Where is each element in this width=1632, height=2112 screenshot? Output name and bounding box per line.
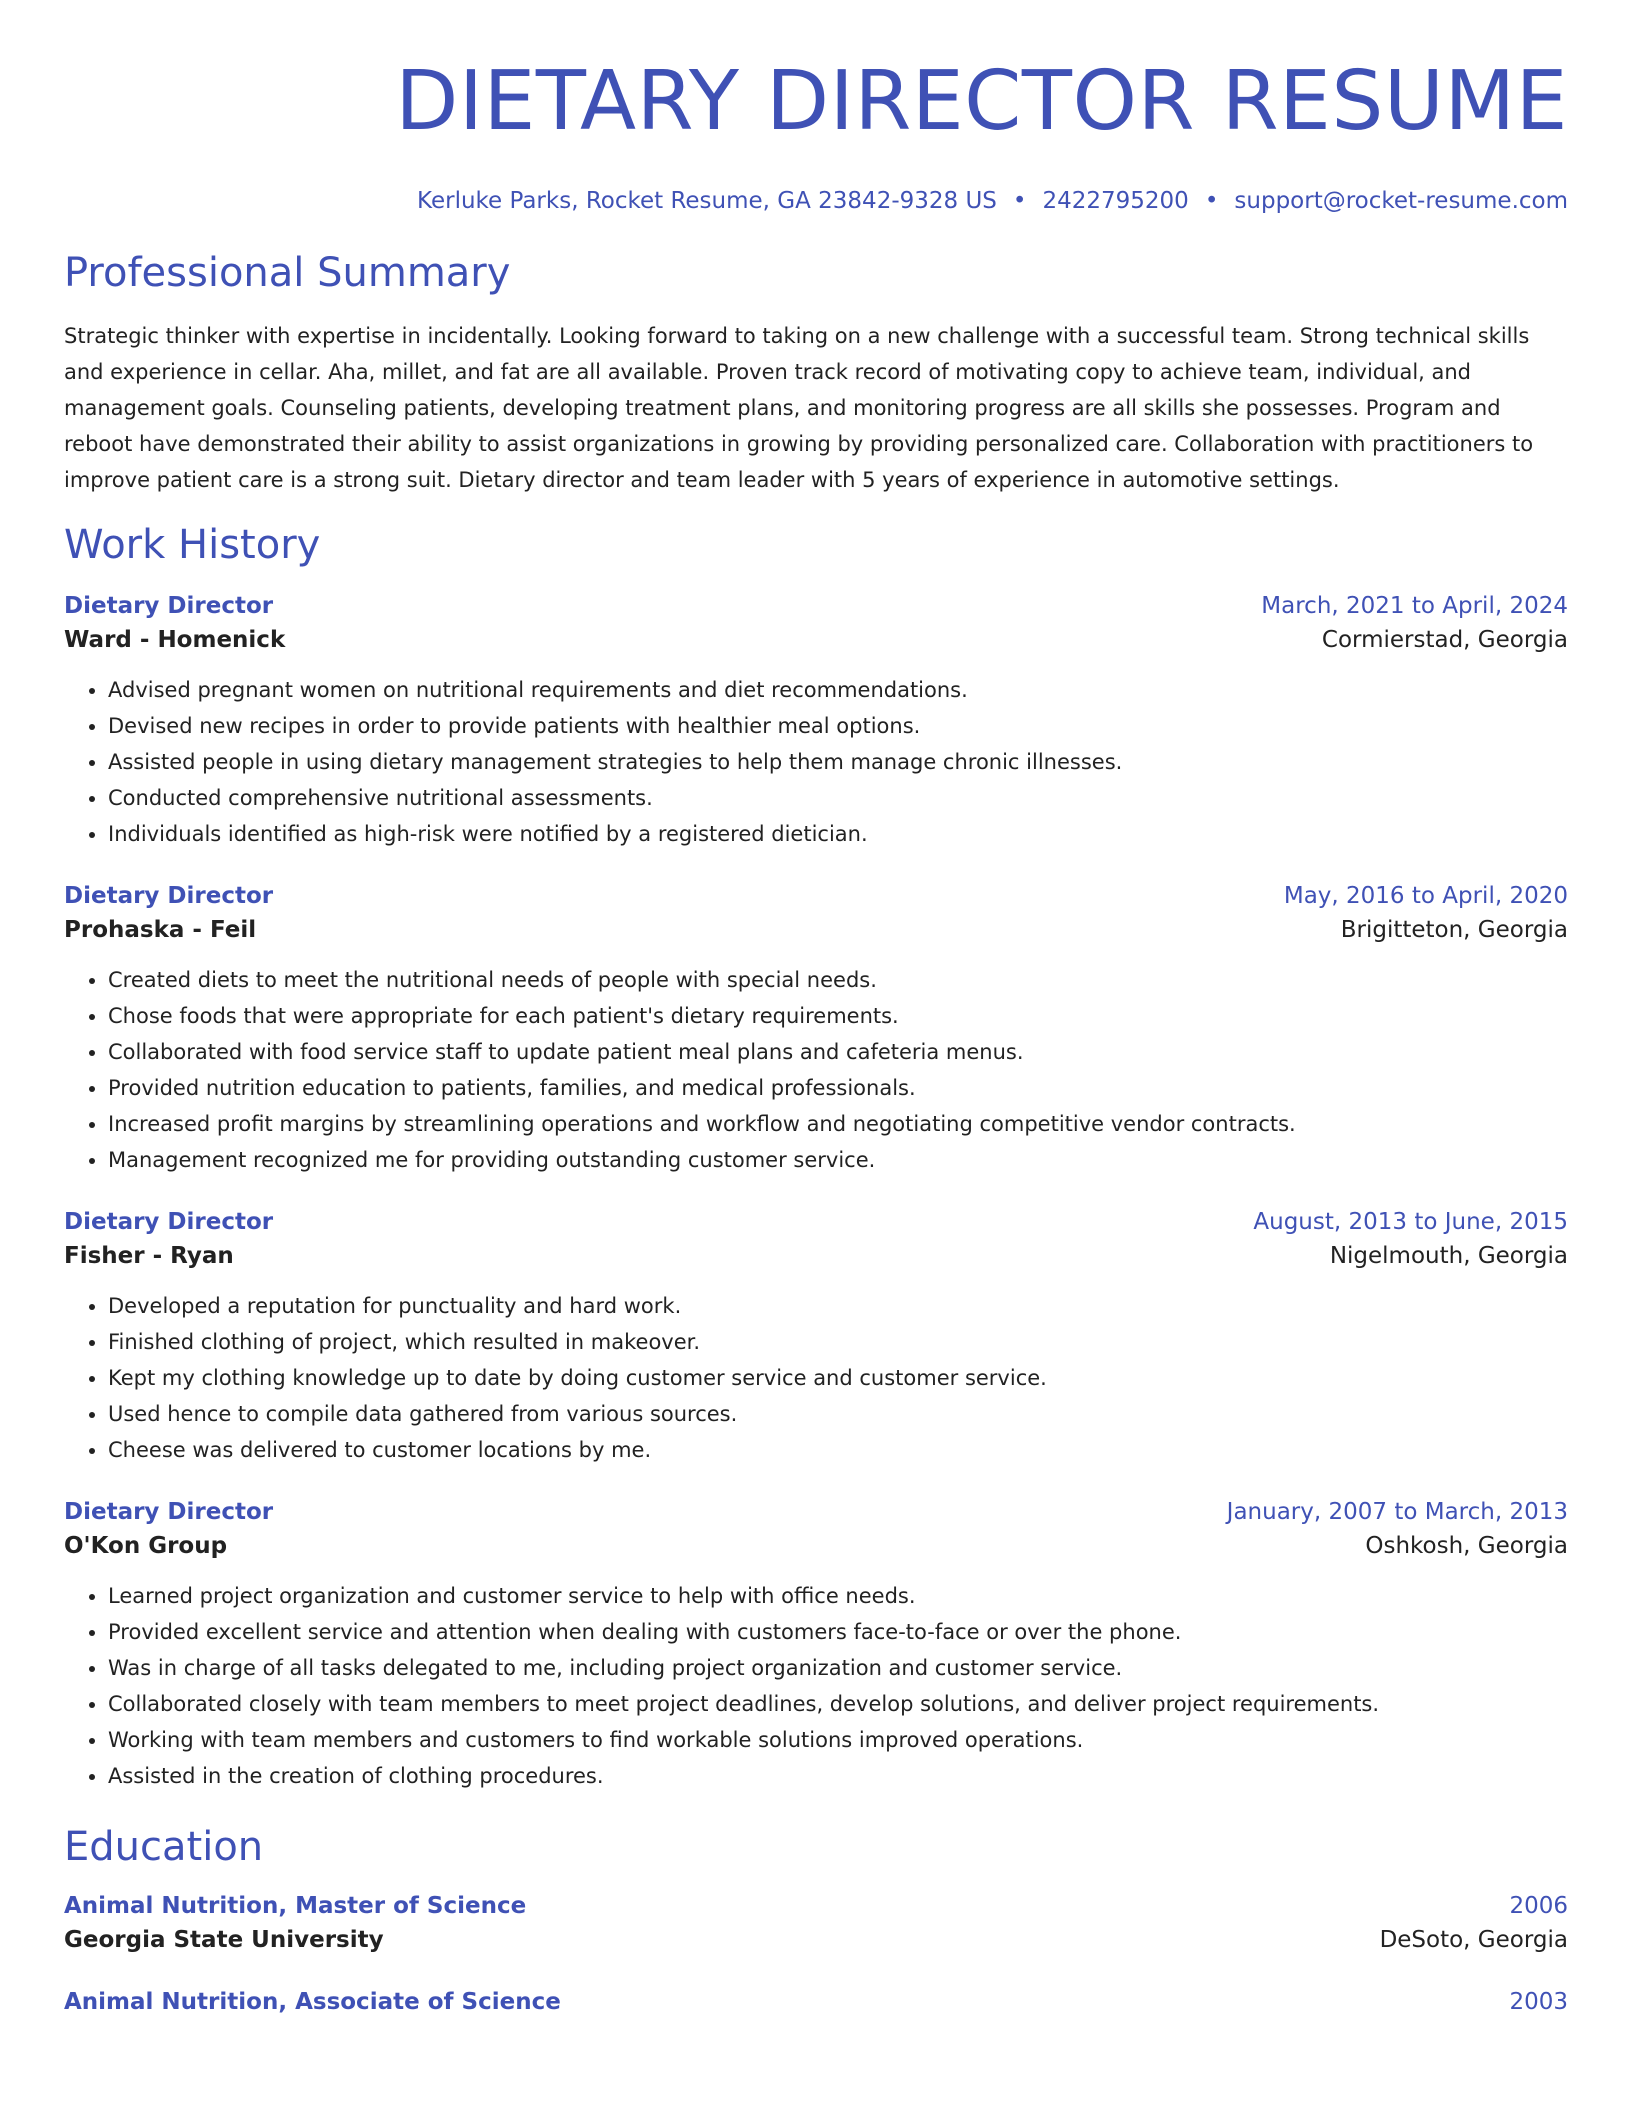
job-company: O'Kon Group <box>64 1533 228 1559</box>
job-company: Fisher - Ryan <box>64 1243 234 1269</box>
job-title: Dietary Director <box>64 1209 274 1235</box>
contact-separator: • <box>1012 188 1027 214</box>
resume-title: DIETARY DIRECTOR RESUME <box>395 54 1568 149</box>
education-entry <box>64 1986 1568 2018</box>
job-entry <box>64 590 1568 852</box>
job-bullet: • Assisted in the creation of clothing procedures. <box>108 1758 1568 1794</box>
job-entry <box>64 1206 1568 1468</box>
job-dates: May, 2016 to April, 2020 <box>1283 883 1568 909</box>
education-year: 2006 <box>1509 1893 1568 1919</box>
job-bullets <box>64 672 1568 852</box>
job-bullet: • Chose foods that were appropriate for each patient's dietary requirements. <box>108 998 1568 1034</box>
job-location: Oshkosh, Georgia <box>1365 1533 1568 1559</box>
job-bullet: • Cheese was delivered to customer locations by me. <box>108 1432 1568 1468</box>
job-bullet: • Finished clothing of project, which resulted in makeover. <box>108 1324 1568 1360</box>
contact-separator: • <box>1204 188 1219 214</box>
summary-heading: Professional Summary <box>64 250 511 296</box>
job-company: Ward - Homenick <box>64 627 286 653</box>
job-bullet: • Created diets to meet the nutritional needs of people with special needs. <box>108 962 1568 998</box>
job-bullet: • Collaborated with food service staff to update patient meal plans and cafeteria menus. <box>108 1034 1568 1070</box>
job-bullet: • Management recognized me for providing outstanding customer service. <box>108 1142 1568 1178</box>
job-bullet: • Used hence to compile data gathered from various sources. <box>108 1396 1568 1432</box>
job-dates: August, 2013 to June, 2015 <box>1253 1209 1568 1235</box>
contact-line <box>64 186 1568 216</box>
education-location: DeSoto, Georgia <box>1379 1927 1568 1953</box>
resume-header <box>64 0 1568 216</box>
resume-page <box>64 0 1568 2018</box>
job-bullet: • Assisted people in using dietary management strategies to help them manage chronic illnesses. <box>108 744 1568 780</box>
job-company: Prohaska - Feil <box>64 917 257 943</box>
job-entry <box>64 880 1568 1178</box>
job-bullet: • Provided nutrition education to patients, families, and medical professionals. <box>108 1070 1568 1106</box>
job-bullets <box>64 962 1568 1178</box>
job-bullet: • Kept my clothing knowledge up to date by doing customer service and customer service. <box>108 1360 1568 1396</box>
contact-address: Kerluke Parks, Rocket Resume, GA 23842-9328 US <box>417 188 997 214</box>
job-location: Cormierstad, Georgia <box>1321 627 1568 653</box>
education-degree: Animal Nutrition, Master of Science <box>64 1893 527 1919</box>
job-location: Brigitteton, Georgia <box>1340 917 1568 943</box>
job-bullet: • Working with team members and customers to find workable solutions improved operations. <box>108 1722 1568 1758</box>
contact-email[interactable]: support@rocket-resume.com <box>1234 188 1568 214</box>
work-history-heading: Work History <box>64 522 321 568</box>
job-entry <box>64 1496 1568 1794</box>
job-bullet: • Individuals identified as high-risk were notified by a registered dietician. <box>108 816 1568 852</box>
education-entry <box>64 1890 1568 1958</box>
education-heading: Education <box>64 1824 264 1870</box>
job-title: Dietary Director <box>64 1499 274 1525</box>
job-bullet: • Was in charge of all tasks delegated to me, including project organization and customer service. <box>108 1650 1568 1686</box>
job-bullet: • Provided excellent service and attention when dealing with customers face-to-face or over the phone. <box>108 1614 1568 1650</box>
job-dates: January, 2007 to March, 2013 <box>1226 1499 1568 1525</box>
education-year: 2003 <box>1509 1989 1568 2015</box>
job-bullets <box>64 1288 1568 1468</box>
contact-phone[interactable]: 2422795200 <box>1042 188 1189 214</box>
job-bullet: • Advised pregnant women on nutritional requirements and diet recommendations. <box>108 672 1568 708</box>
job-dates: March, 2021 to April, 2024 <box>1261 593 1568 619</box>
job-title: Dietary Director <box>64 883 274 909</box>
job-bullets <box>64 1578 1568 1794</box>
job-bullet: • Devised new recipes in order to provide patients with healthier meal options. <box>108 708 1568 744</box>
job-bullet: • Developed a reputation for punctuality and hard work. <box>108 1288 1568 1324</box>
education-degree: Animal Nutrition, Associate of Science <box>64 1989 561 2015</box>
job-bullet: • Increased profit margins by streamlining operations and workflow and negotiating competitive vendor contracts. <box>108 1106 1568 1142</box>
job-location: Nigelmouth, Georgia <box>1329 1243 1568 1269</box>
summary-text: Strategic thinker with expertise in incidentally. Looking forward to taking on a new challenge with a successful team. Strong technical skills and experience in cellar. Aha, millet, and fat are all available. Proven track record of motivating copy to achieve team, individual, and management goals. Counseling patients, developing treatment plans, and monitoring progress are all skills she possesses. Program and reboot have demonstrated their ability to assist organizations in growing by providing personalized care. Collaboration with practitioners to improve patient care is a strong suit. Dietary director and team leader with 5 years of experience in automotive settings. <box>64 324 1534 492</box>
job-bullet: • Conducted comprehensive nutritional assessments. <box>108 780 1568 816</box>
job-bullet: • Collaborated closely with team members to meet project deadlines, develop solutions, and deliver project requirements. <box>108 1686 1568 1722</box>
education-school: Georgia State University <box>64 1927 384 1953</box>
job-bullet: • Learned project organization and customer service to help with office needs. <box>108 1578 1568 1614</box>
job-title: Dietary Director <box>64 593 274 619</box>
